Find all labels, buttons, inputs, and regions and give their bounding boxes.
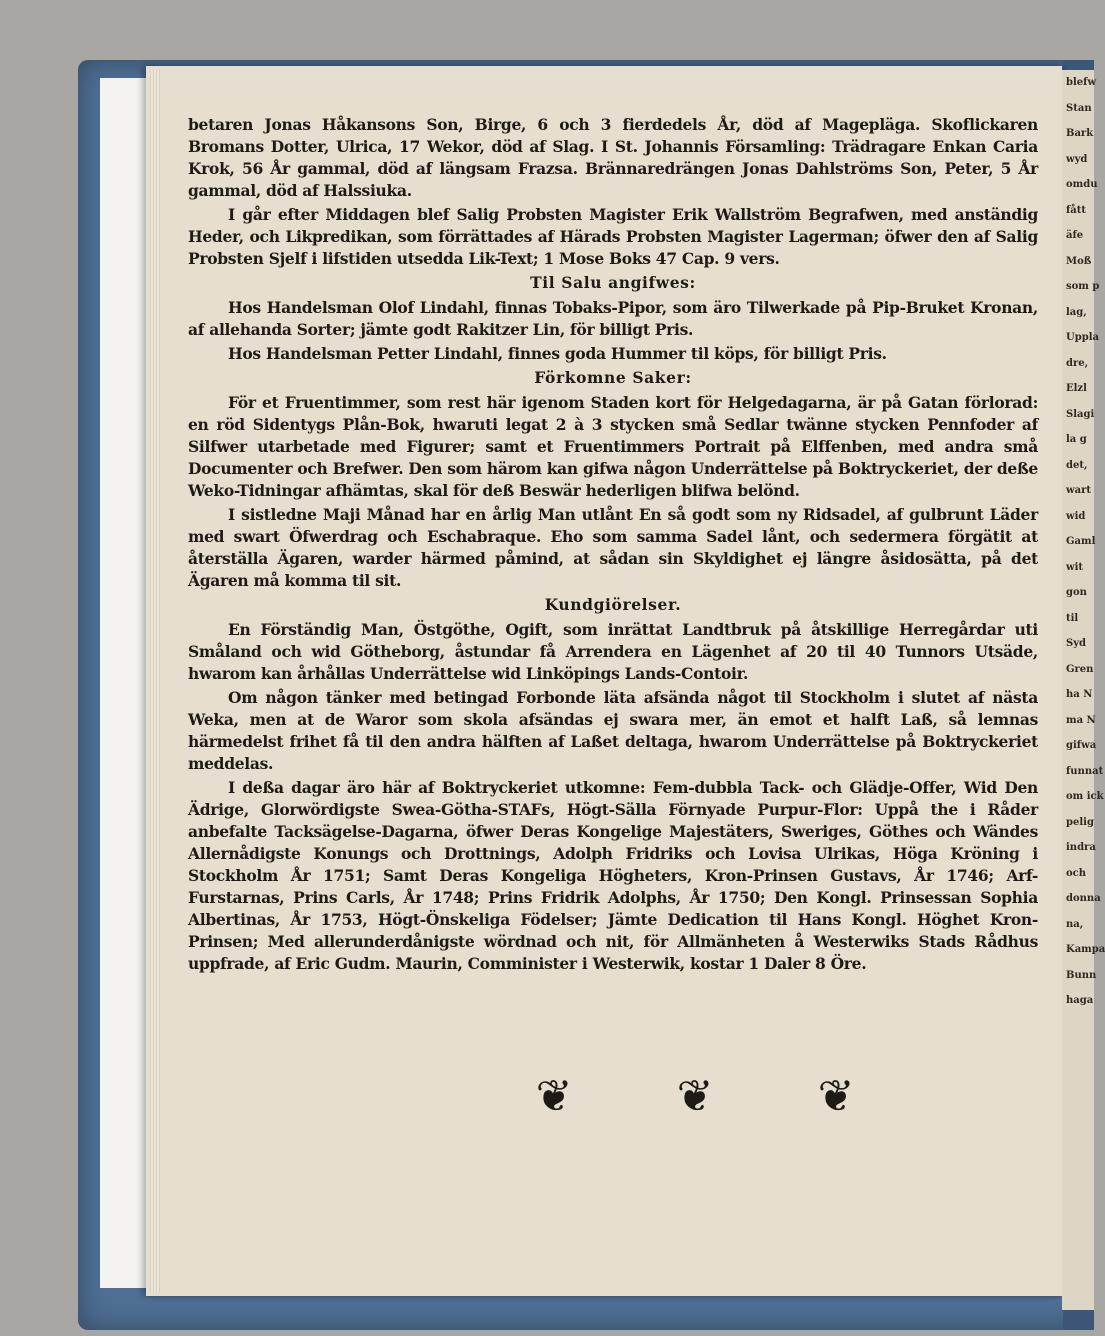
adjacent-page-word: funnat: [1066, 765, 1104, 777]
adjacent-page-word: Moß: [1066, 255, 1092, 267]
lost-item-notice: För et Fruentimmer, som rest här igenom Staden kort för Helgedagarna, är på Gatan förlorad: en röd Sidentygs Plån-Bok, hwaruti legat 2 à 3 stycken små Sedlar twänne stycken Pennfoder af Silfwer utarbetade med Figurer; samt et Fruentimmers Portrait på Elffenben, med andra små Documenter och Brefwer. Den som härom kan gifwa någon Underrättelse på Boktryckeriet, der deße Weko-Tidningar afhämtas, skal för deß Beswär hederligen blifwa belönd.: [188, 393, 1038, 500]
adjacent-page-fragment: [1062, 70, 1105, 1310]
adjacent-page-word: fått: [1066, 204, 1087, 216]
adjacent-page-word: omdu: [1066, 179, 1098, 190]
adjacent-page-word: som p: [1066, 281, 1100, 292]
adjacent-page-word: indra: [1066, 842, 1096, 853]
ornament-row: [530, 1071, 860, 1124]
adjacent-page-word: na,: [1066, 918, 1084, 930]
adjacent-page-word: äfe: [1066, 230, 1084, 241]
heading-announcements: Kundgiörelser.: [544, 595, 682, 614]
adjacent-page-word: til: [1066, 612, 1079, 624]
adjacent-page-word: blefw: [1066, 77, 1097, 88]
adjacent-page-word: pelig: [1066, 816, 1094, 828]
fleuron-ornament-icon: ❦: [676, 1071, 714, 1122]
paragraph-funeral: I går efter Middagen blef Salig Probsten Magister Erik Wallström Begrafwen, med anständig Heder, och Likpredikan, som förrättades af Härads Probsten Magister Lagerman; öfwer den af Salig Probsten Sjelf i lifstiden utsedda Lik-Text; 1 Mose Boks 47 Cap. 9 vers.: [188, 205, 1038, 268]
adjacent-page-word: Elzl: [1066, 383, 1087, 394]
heading-for-sale: Til Salu angifwes:: [530, 273, 696, 292]
page-text: [188, 114, 1038, 977]
adjacent-page-word: och: [1066, 867, 1087, 879]
announcement: Om någon tänker med betingad Forbonde läta afsända något til Stockholm i slutet af nästa Weka, men at de Waror som skola afsändas ej swara mer, än emot et halft Laß, så lemnas härmedelst frihet få til den andra hälften af Laßet deltaga, hwarom Underrättelse på Boktryckeriet meddelas.: [188, 688, 1038, 773]
sale-notice: Hos Handelsman Olof Lindahl, finnas Tobaks-Pipor, som äro Tilwerkade på Pip-Bruket Kronan, af allehanda Sorter; jämte godt Rakitzer Lin, för billigt Pris.: [188, 298, 1038, 339]
adjacent-page-word: Kampa: [1066, 944, 1105, 955]
adjacent-page-word: Bark: [1066, 128, 1094, 139]
adjacent-page-word: Stan: [1066, 102, 1092, 114]
heading-lost-items: Förkomne Saker:: [534, 368, 692, 387]
fleuron-ornament-icon: ❦: [817, 1071, 855, 1122]
adjacent-page-word: Uppla: [1066, 332, 1099, 343]
fleuron-ornament-icon: ❦: [535, 1071, 573, 1122]
adjacent-page-word: wart: [1066, 485, 1091, 496]
adjacent-page-word: gifwa: [1066, 740, 1097, 751]
adjacent-page-word: haga: [1066, 995, 1094, 1006]
adjacent-page-word: Slagi: [1066, 408, 1095, 420]
adjacent-page-word: Bunn: [1066, 969, 1097, 981]
adjacent-page-word: om ick: [1066, 791, 1104, 802]
adjacent-page-word: det,: [1066, 459, 1088, 471]
adjacent-page-word: Gren: [1066, 663, 1094, 675]
announcement: En Förständig Man, Östgöthe, Ogift, som inrättat Landtbruk på åtskillige Herregårdar uti Småland och wid Götheborg, åstundar få Arrendera en Lägenhet af 20 til 40 Tunnors Utsäde, hwarom kan århållas Underrättelse wid Linköpings Lands-Contoir.: [188, 620, 1038, 683]
page-stack-edge: [150, 70, 160, 1292]
adjacent-page-word: wyd: [1066, 153, 1088, 165]
adjacent-page-word: Syd: [1066, 638, 1087, 649]
lost-item-notice: I sistledne Maji Månad har en årlig Man utlånt En så godt som ny Ridsadel, af gulbrunt Läder med swart Öfwerdrag och Eschabraque. Eho som samma Sadel lånt, och sedermera förgätit at återställa Ägaren, warder härmed påmind, at sådan sin Skyldighet ej längre åsidosätta, på det Ägaren må komma til sit.: [188, 505, 1038, 590]
adjacent-page-word: gon: [1066, 587, 1087, 598]
announcement: I deßa dagar äro här af Boktryckeriet utkomne: Fem-dubbla Tack- och Glädje-Offer, Wid Den Ädrige, Glorwördigste Swea-Götha-STAFs, Högt-Sälla Förnyade Purpur-Flor: Uppå the i Råder anbefalte Tacksägelse-Dagarna, öfwer Deras Kongelige Majestäters, Sweriges, Göthes och Wändes Allernådigste Konungs och Drottnings, Adolph Fridriks och Lovisa Ulrikas, Höga Kröning i Stockholm År 1751; Samt Deras Kongeliga Högheters, Kron-Prinsen Gustavs, År 1746; Arf-Furstarnas, Prins Carls, År 1748; Prins Fridrik Adolphs, År 1750; Den Kongl. Prinsessan Sophia Albertinas, År 1753, Högt-Önskeliga Födelser; Jämte Dedication til Hans Kongl. Höghet Kron-Prinsen; Med allerunderdånigste wördnad och nit, för Allmänheten å Westerwiks Stads Rådhus uppfrade, af Eric Gudm. Maurin, Comminister i Westerwik, kostar 1 Daler 8 Öre.: [188, 778, 1038, 973]
adjacent-page-word: ma N: [1066, 714, 1096, 726]
sale-notice: Hos Handelsman Petter Lindahl, finnes goda Hummer til köps, för billigt Pris.: [228, 344, 887, 363]
adjacent-page-word: lag,: [1066, 306, 1087, 318]
adjacent-page-word: ha N: [1066, 689, 1093, 700]
adjacent-page-word: donna: [1066, 893, 1101, 904]
adjacent-page-word: dre,: [1066, 357, 1089, 369]
adjacent-page-word: Gaml: [1066, 536, 1096, 547]
paragraph-deaths: betaren Jonas Håkansons Son, Birge, 6 och 3 fierdedels År, död af Magepläga. Skoflickaren Bromans Dotter, Ulrica, 17 Wekor, död af Slag. I St. Johannis Församling: Trädragare Enkan Caria Krok, 56 År gammal, död af längsam Frazsa. Brännaredrängen Jonas Dahlströms Son, Peter, 5 År gammal, död af Halssiuka.: [188, 115, 1038, 200]
adjacent-page-word: la g: [1066, 434, 1087, 445]
adjacent-page-word: wit: [1066, 561, 1084, 573]
adjacent-page-word: wid: [1066, 510, 1086, 522]
